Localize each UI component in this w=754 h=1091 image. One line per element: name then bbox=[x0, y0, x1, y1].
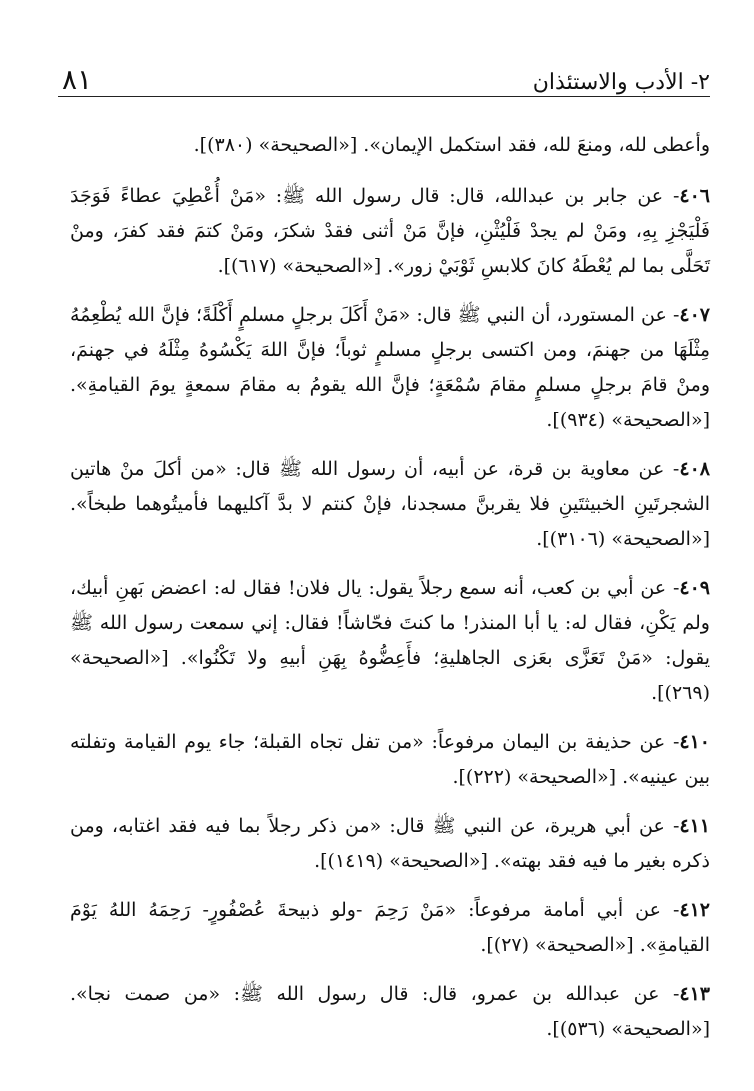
hadith-continuation bbox=[70, 128, 710, 163]
header-rule bbox=[58, 96, 710, 97]
hadith-text: عن جابر بن عبدالله، قال: قال رسول الله ﷺ: «مَنْ أُعْطِيَ عطاءً فَوَجَدَ فَلْيَجْزِ بِهِ، ومَنْ لم يجدْ فَلْيُثْنِ، فإنَّ مَنْ أثنى فقدْ شكرَ، ومَنْ كتمَ فقد كفرَ، ومنْ تَحَلَّى بما لم يُعْطَهُ كانَ كلابسِ ثَوْبَيْ زور». [«الصحيحة» (٦١٧)]. bbox=[70, 185, 710, 277]
hadith-text: عن أبي أمامة مرفوعاً: «مَنْ رَحِمَ -ولو ذبيحةَ عُصْفُورٍ- رَحِمَهُ اللهُ يَوْمَ القيامةِ». [«الصحيحة» (٢٧)]. bbox=[70, 899, 710, 956]
hadith-number: ٤١٣ bbox=[679, 983, 710, 1005]
chapter-title: ٢- الأدب والاستئذان bbox=[532, 70, 710, 95]
hadith-number: ٤١٠ bbox=[679, 731, 710, 753]
hadith-number: ٤٠٧ bbox=[679, 304, 710, 326]
hadith-number: ٤١١ bbox=[679, 815, 710, 837]
hadith-number: ٤٠٩ bbox=[679, 577, 710, 599]
page-header bbox=[58, 44, 710, 94]
hadith-text: عن عبدالله بن عمرو، قال: قال رسول الله ﷺ: «من صمت نجا». [«الصحيحة» (٥٣٦)]. bbox=[70, 983, 710, 1040]
hadith-text: عن المستورد، أن النبي ﷺ قال: «مَنْ أَكَلَ برجلٍ مسلمٍ أَكْلَةً؛ فإنَّ الله يُطْعِمُهُ مِثْلَهَا من جهنمَ، ومن اكتسى برجلٍ مسلمٍ ثوباً؛ فإنَّ اللهَ يَكْسُوهُ مِثْلَهُ في جهنمَ، ومنْ قامَ برجلٍ مسلمٍ مقامَ سُمْعَةٍ؛ فإنَّ الله يقومُ به مقامَ سمعةٍ يومَ القيامةِ». [«الصحيحة» (٩٣٤)]. bbox=[70, 304, 710, 431]
hadith-number: ٤١٢ bbox=[679, 899, 710, 921]
hadith-406: ٤٠٦- عن جابر بن عبدالله، قال: قال رسول الله ﷺ: «مَنْ أُعْطِيَ عطاءً فَوَجَدَ فَلْيَجْزِ بِهِ، ومَنْ لم يجدْ فَلْيُثْنِ، فإنَّ مَنْ أثنى فقدْ شكرَ، ومَنْ كتمَ فقد كفرَ، ومنْ تَحَلَّى بما لم يُعْطَهُ كانَ كلابسِ ثَوْبَيْ زور». [«الصحيحة» (٦١٧)]. bbox=[70, 185, 710, 277]
hadith-412: ٤١٢- عن أبي أمامة مرفوعاً: «مَنْ رَحِمَ -ولو ذبيحةَ عُصْفُورٍ- رَحِمَهُ اللهُ يَوْمَ القيامةِ». [«الصحيحة» (٢٧)]. bbox=[70, 899, 710, 956]
hadith-text: عن أبي بن كعب، أنه سمع رجلاً يقول: يال فلان! فقال له: اعضض بَهنِ أبيك، ولم يَكْنِ، فقال له: يا أبا المنذر! ما كنتَ فحّاشاً! فقال: إني سمعت رسول الله ﷺ يقول: «مَنْ تَعَزَّى بعَزى الجاهليةِ؛ فأَعِضُّوهُ بِهَنِ أبيهِ ولا تَكْنُوا». [«الصحيحة» (٢٦٩)]. bbox=[70, 577, 710, 704]
hadith-text: عن معاوية بن قرة، عن أبيه، أن رسول الله ﷺ قال: «من أكلَ منْ هاتين الشجرتَينِ الخبيثتَينِ فلا يقربنَّ مسجدنا، فإنْ كنتم لا بدَّ آكليهما فأميتُوهما طبخاً». [«الصحيحة» (٣١٠٦)]. bbox=[70, 458, 710, 550]
hadith-410: ٤١٠- عن حذيفة بن اليمان مرفوعاً: «من تفل تجاه القبلة؛ جاء يوم القيامة وتفلته بين عينيه». [«الصحيحة» (٢٢٢)]. bbox=[70, 731, 710, 788]
hadith-number: ٤٠٨ bbox=[679, 458, 710, 480]
hadith-text: وأعطى لله، ومنعَ لله، فقد استكمل الإيمان». [«الصحيحة» (٣٨٠)]. bbox=[193, 134, 710, 156]
hadith-409: ٤٠٩- عن أبي بن كعب، أنه سمع رجلاً يقول: يال فلان! فقال له: اعضض بَهنِ أبيك، ولم يَكْنِ، فقال له: يا أبا المنذر! ما كنتَ فحّاشاً! فقال: إني سمعت رسول الله ﷺ يقول: «مَنْ تَعَزَّى بعَزى الجاهليةِ؛ فأَعِضُّوهُ بِهَنِ أبيهِ ولا تَكْنُوا». [«الصحيحة» (٢٦٩)]. bbox=[70, 577, 710, 704]
page-content bbox=[70, 128, 710, 1061]
hadith-number: ٤٠٦ bbox=[679, 185, 710, 207]
hadith-413: ٤١٣- عن عبدالله بن عمرو، قال: قال رسول الله ﷺ: «من صمت نجا». [«الصحيحة» (٥٣٦)]. bbox=[70, 983, 710, 1040]
hadith-408: ٤٠٨- عن معاوية بن قرة، عن أبيه، أن رسول الله ﷺ قال: «من أكلَ منْ هاتين الشجرتَينِ الخبيثتَينِ فلا يقربنَّ مسجدنا، فإنْ كنتم لا بدَّ آكليهما فأميتُوهما طبخاً». [«الصحيحة» (٣١٠٦)]. bbox=[70, 458, 710, 550]
hadith-text: عن حذيفة بن اليمان مرفوعاً: «من تفل تجاه القبلة؛ جاء يوم القيامة وتفلته بين عينيه». [«الصحيحة» (٢٢٢)]. bbox=[70, 731, 710, 788]
hadith-407: ٤٠٧- عن المستورد، أن النبي ﷺ قال: «مَنْ أَكَلَ برجلٍ مسلمٍ أَكْلَةً؛ فإنَّ الله يُطْعِمُهُ مِثْلَهَا من جهنمَ، ومن اكتسى برجلٍ مسلمٍ ثوباً؛ فإنَّ اللهَ يَكْسُوهُ مِثْلَهُ في جهنمَ، ومنْ قامَ برجلٍ مسلمٍ مقامَ سُمْعَةٍ؛ فإنَّ الله يقومُ به مقامَ سمعةٍ يومَ القيامةِ». [«الصحيحة» (٩٣٤)]. bbox=[70, 304, 710, 431]
hadith-text: عن أبي هريرة، عن النبي ﷺ قال: «من ذكر رجلاً بما فيه فقد اغتابه، ومن ذكره بغير ما فيه فقد بهته». [«الصحيحة» (١٤١٩)]. bbox=[70, 815, 710, 872]
hadith-411: ٤١١- عن أبي هريرة، عن النبي ﷺ قال: «من ذكر رجلاً بما فيه فقد اغتابه، ومن ذكره بغير ما فيه فقد بهته». [«الصحيحة» (١٤١٩)]. bbox=[70, 815, 710, 872]
page-number: ٨١ bbox=[62, 63, 93, 96]
